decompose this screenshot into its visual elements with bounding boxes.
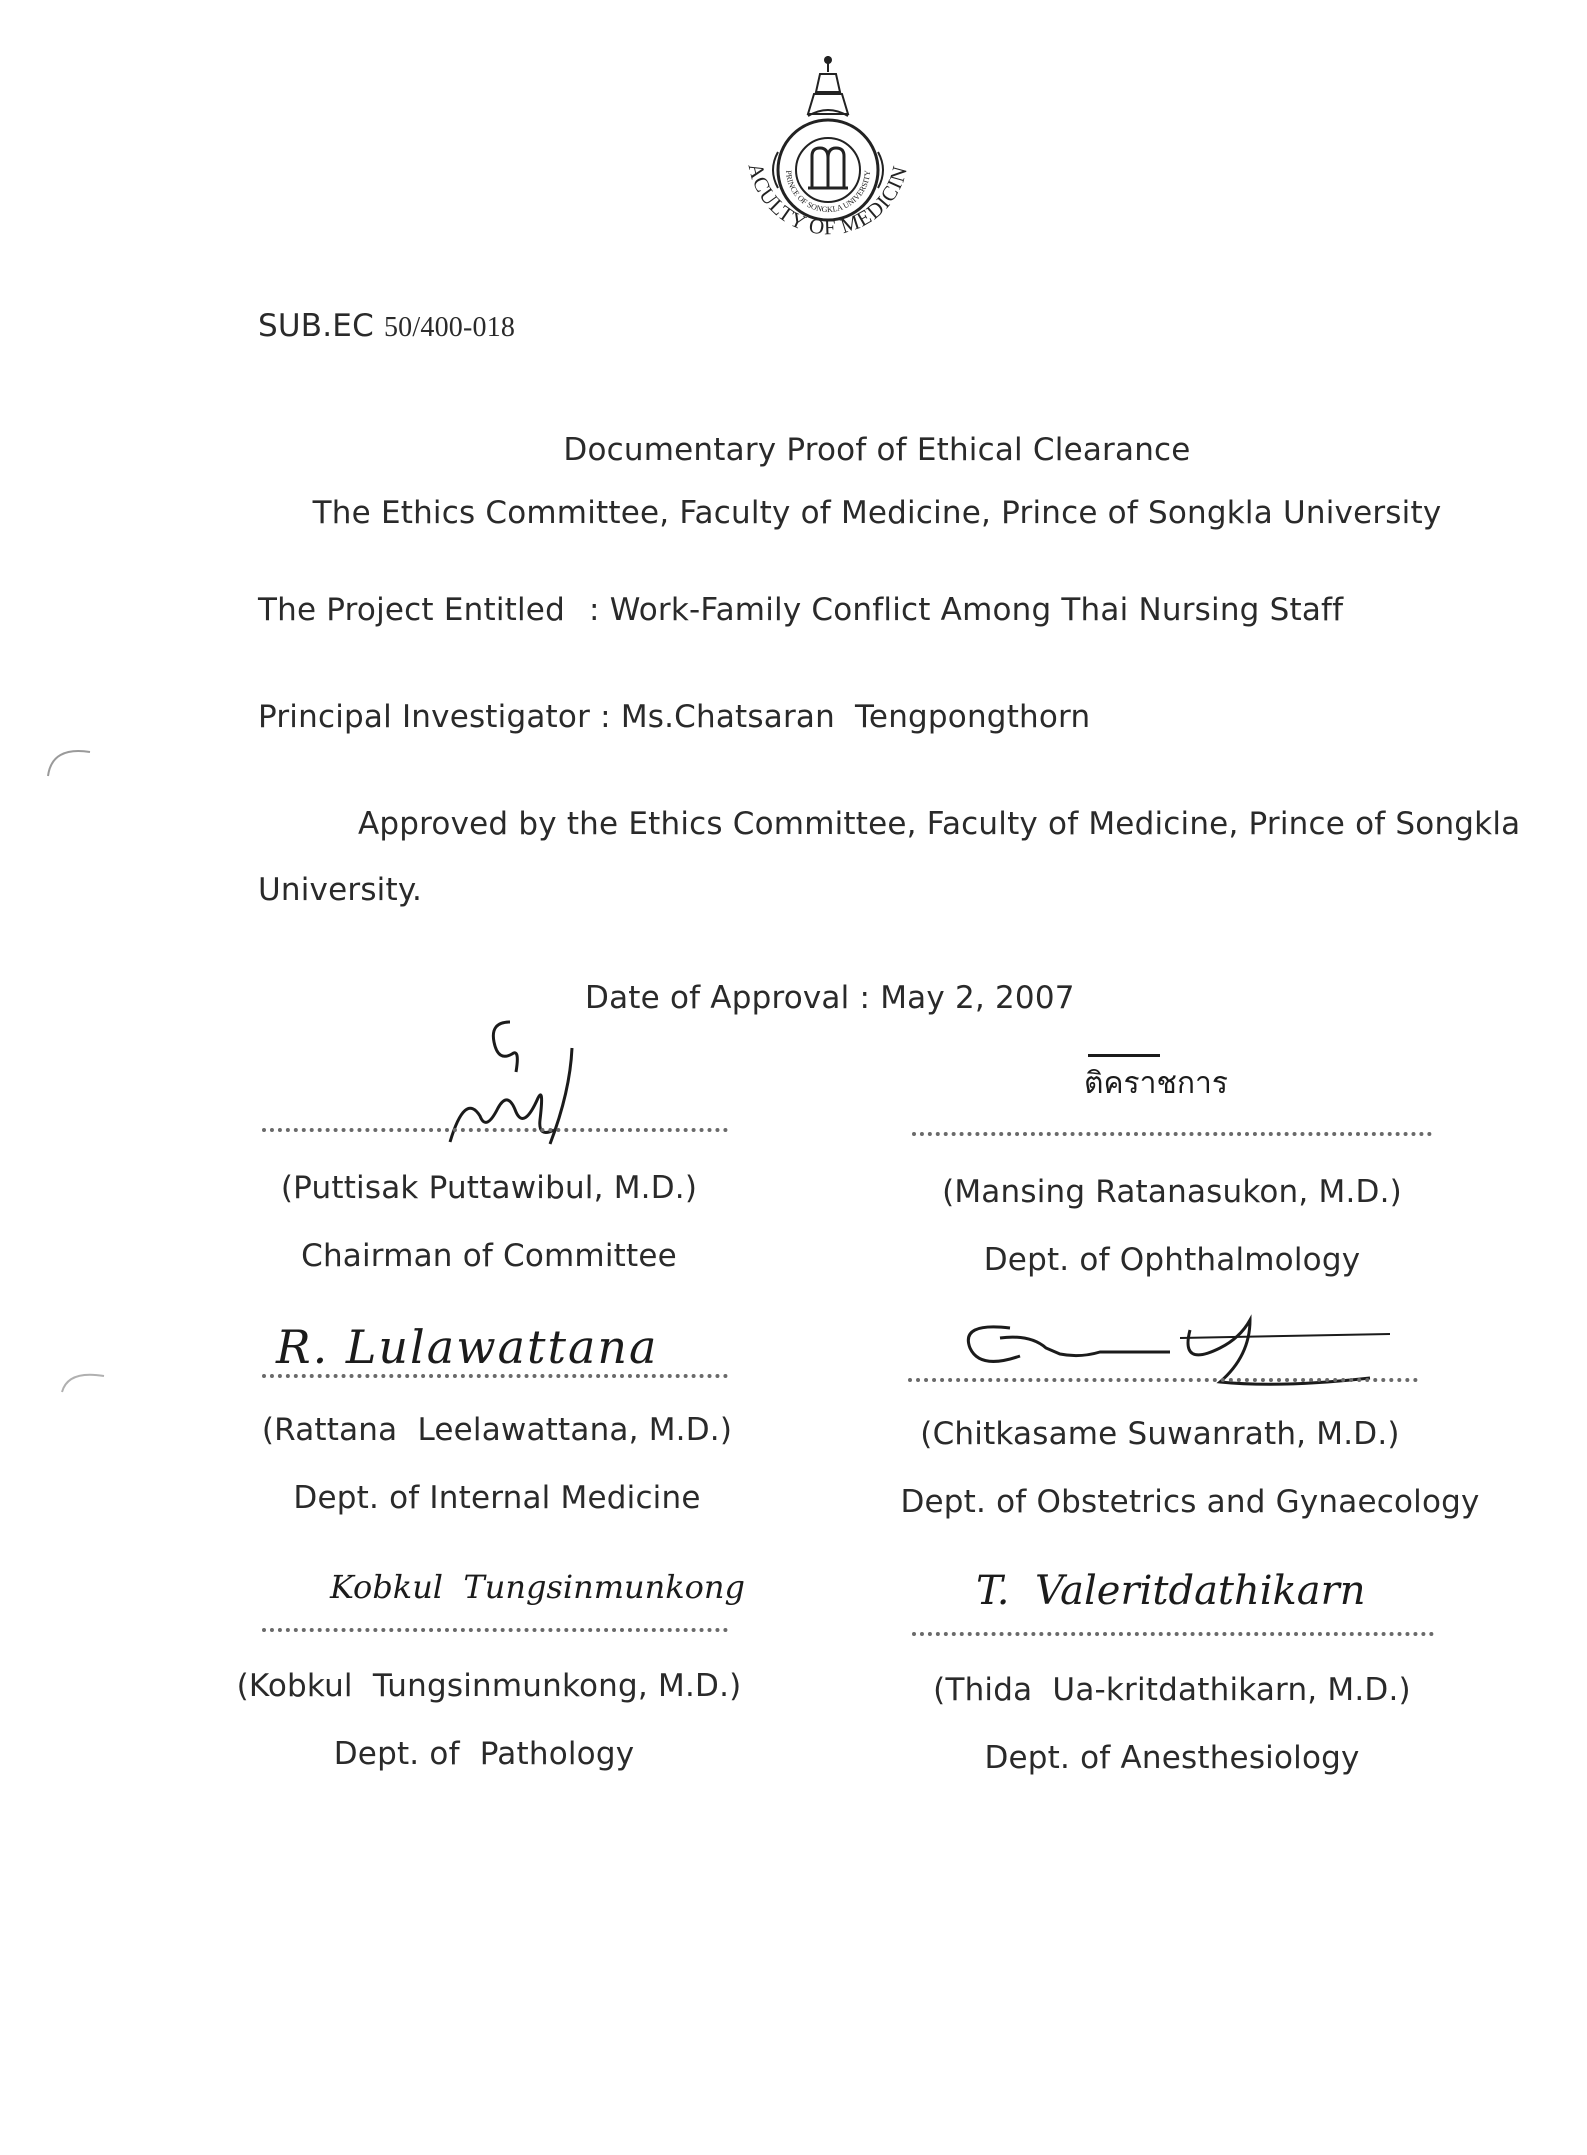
document-title: Documentary Proof of Ethical Clearance (563, 432, 1191, 468)
project-line (258, 592, 1343, 628)
project-separator: : (589, 592, 600, 628)
approval-date (585, 980, 1075, 1016)
svg-text:FACULTY OF MEDICINE: ACULTY OF MEDICIN (743, 160, 913, 240)
signatory-name-internal-medicine: (Rattana Leelawattana, M.D.) (261, 1412, 733, 1448)
signature-line-pathology (262, 1628, 728, 1632)
signatory-name-obstetrics: (Chitkasame Suwanrath, M.D.) (920, 1416, 1400, 1452)
signature-pathology: Kobkul Tungsinmunkong (330, 1568, 745, 1606)
signatory-name-pathology: (Kobkul Tungsinmunkong, M.D.) (236, 1668, 742, 1704)
signature-line-anesthesiology (912, 1632, 1434, 1636)
reference-value: 50/400-018 (383, 312, 516, 343)
signatory-role-obstetrics: Dept. of Obstetrics and Gynaecology (900, 1484, 1480, 1520)
faculty-seal (728, 52, 928, 292)
reference-number (258, 308, 515, 344)
signatory-name-anesthesiology: (Thida Ua-kritdathikarn, M.D.) (933, 1672, 1411, 1708)
document-subtitle: The Ethics Committee, Faculty of Medicine, Prince of Songkla University (312, 495, 1442, 531)
signatory-name-chairman: (Puttisak Puttawibul, M.D.) (280, 1170, 698, 1206)
signatory-role-ophthalmology: Dept. of Ophthalmology (983, 1242, 1361, 1278)
reference-label: SUB.EC (258, 308, 374, 344)
signature-obstetrics (950, 1308, 1390, 1402)
approval-date-value: May 2, 2007 (880, 980, 1075, 1016)
signature-ophthalmology: ติคราชการ (1084, 1060, 1228, 1107)
signatory-name-ophthalmology: (Mansing Ratanasukon, M.D.) (942, 1174, 1402, 1210)
signature-line-internal-medicine (262, 1374, 728, 1378)
project-title: Work-Family Conflict Among Thai Nursing Staff (609, 592, 1344, 628)
signatory-role-chairman: Chairman of Committee (301, 1238, 677, 1274)
investigator-line (258, 699, 1090, 735)
approval-date-separator: : (859, 980, 871, 1016)
investigator-name: Ms.Chatsaran Tengpongthorn (620, 699, 1091, 735)
approval-text-line-1: Approved by the Ethics Committee, Faculty of Medicine, Prince of Songkla (358, 806, 1521, 842)
signature-internal-medicine: R. Lulawattana (276, 1320, 659, 1374)
punch-hole-mark-icon (44, 740, 94, 780)
investigator-separator: : (600, 699, 611, 735)
signatory-role-anesthesiology: Dept. of Anesthesiology (984, 1740, 1360, 1776)
approval-text-line-2: University. (258, 872, 423, 908)
seal-emblem-icon (728, 52, 928, 292)
svg-text:PRINCE OF SONGKLA UNIVERSITY: PRINCE OF SONGKLA UNIVERSITY (783, 169, 873, 215)
signatory-role-pathology: Dept. of Pathology (333, 1736, 635, 1772)
signatory-role-internal-medicine: Dept. of Internal Medicine (293, 1480, 701, 1516)
signature-line-ophthalmology (912, 1132, 1432, 1136)
punch-hole-mark-icon (58, 1366, 108, 1396)
signature-line-chairman (262, 1128, 728, 1132)
project-label: The Project Entitled (258, 592, 565, 628)
signature-chairman (420, 1012, 600, 1156)
signature-line-obstetrics (908, 1378, 1418, 1382)
signature-anesthesiology: T. Valeritdathikarn (976, 1568, 1366, 1614)
investigator-label: Principal Investigator (258, 699, 591, 735)
approval-date-label: Date of Approval (585, 980, 850, 1016)
